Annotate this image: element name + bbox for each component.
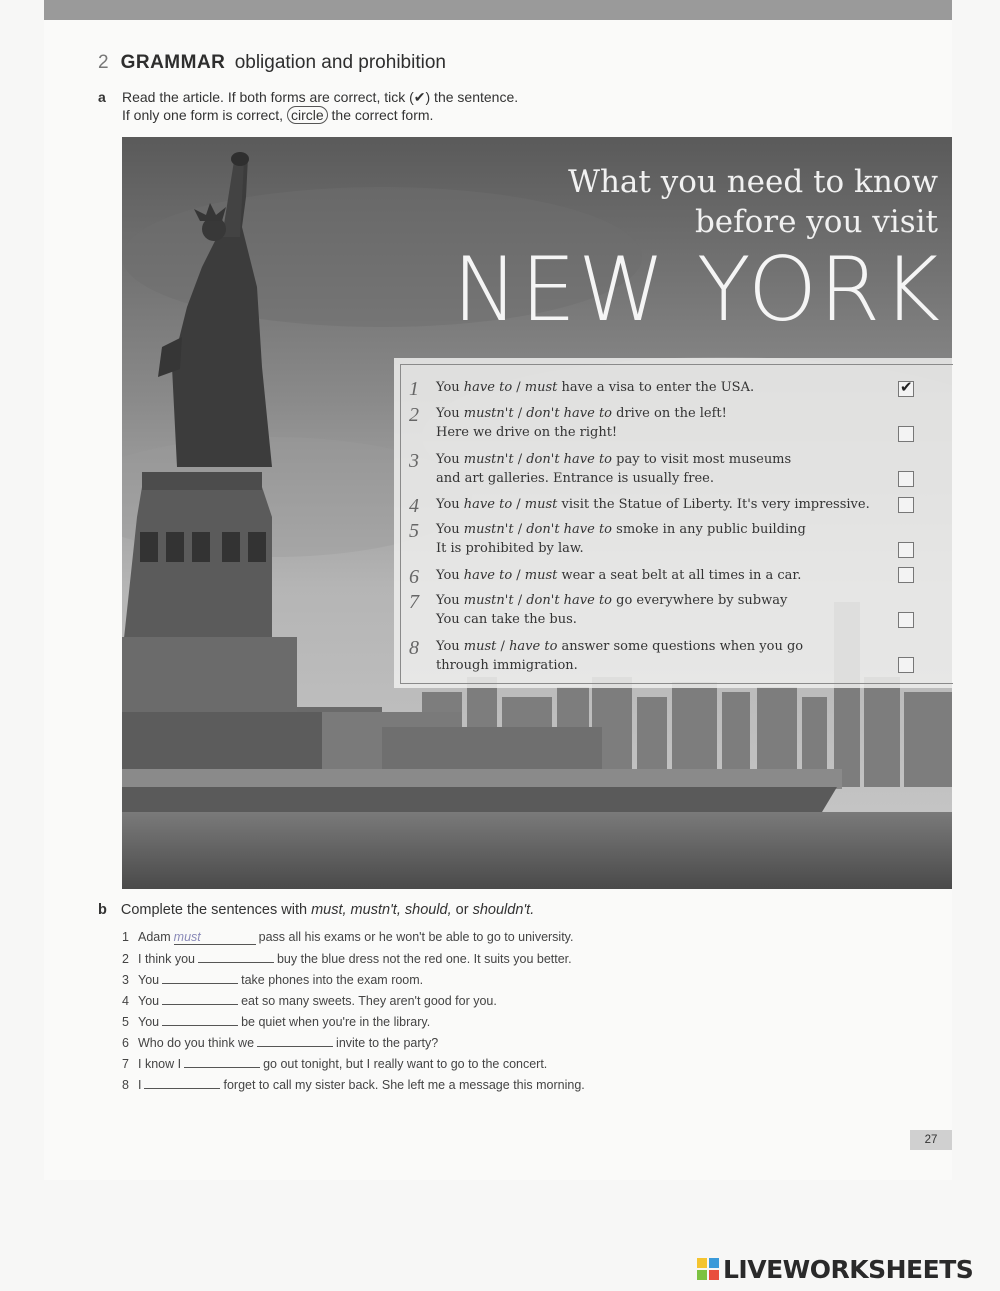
article-big-title: NEW YORK (452, 238, 942, 341)
sentence-after: be quiet when you're in the library. (241, 1015, 431, 1029)
sentence-before: I know I (138, 1057, 182, 1071)
logo-square (709, 1258, 719, 1268)
tick-checkbox[interactable] (898, 612, 914, 628)
sentence-number: 6 (122, 1036, 129, 1050)
check-mark-icon: ✔ (900, 378, 913, 396)
section-subtitle: obligation and prohibition (234, 52, 446, 73)
quiz-item-text (436, 591, 886, 629)
quiz-item-line1: You have to / must have a visa to enter the USA. (436, 380, 755, 395)
quiz-item-line1: You have to / must wear a seat belt at all times in a car. (436, 568, 802, 583)
article-headline (568, 162, 938, 242)
quiz-item-line2: through immigration. (436, 658, 578, 673)
exercise-a-line2 (122, 106, 518, 124)
headline-line2: before you visit (694, 204, 938, 240)
answer-blank[interactable] (162, 993, 238, 1005)
quiz-item-line2: It is prohibited by law. (436, 541, 584, 556)
section-number: 2 (98, 52, 109, 73)
sentence-number: 2 (122, 952, 129, 966)
headline-line1: What you need to know (568, 164, 938, 200)
sentence-after: go out tonight, but I really want to go to the concert. (263, 1057, 548, 1071)
sentence-row (122, 951, 572, 966)
exercise-b-text: Complete the sentences with must, mustn't, should, or shouldn't. (120, 902, 535, 918)
sentence-row (122, 1035, 438, 1050)
answer-blank[interactable] (144, 1077, 220, 1089)
section-keyword: GRAMMAR (120, 52, 226, 73)
tick-checkbox[interactable] (898, 426, 914, 442)
sentence-row (122, 1056, 547, 1071)
quiz-item-line1: You mustn't / don't have to drive on the left! (436, 406, 727, 421)
quiz-item-number: 6 (409, 566, 419, 588)
line2-post: the correct form. (331, 107, 434, 123)
quiz-item-text (436, 378, 886, 397)
quiz-item-text (436, 566, 886, 585)
quiz-item-line2: Here we drive on the right! (436, 425, 618, 440)
quiz-item-number: 2 (409, 404, 419, 426)
page-number: 27 (910, 1130, 952, 1150)
answer-blank[interactable] (198, 951, 274, 963)
sentence-number: 7 (122, 1057, 129, 1071)
quiz-item-text (436, 520, 886, 558)
quiz-item-number: 8 (409, 637, 419, 659)
sentence-row (122, 1014, 430, 1029)
quiz-item-number: 5 (409, 520, 419, 542)
answer-blank[interactable]: must (174, 930, 256, 945)
tick-checkbox[interactable] (898, 378, 914, 397)
sentence-after: eat so many sweets. They aren't good for you. (241, 994, 497, 1008)
line2-pre: If only one form is correct, (122, 107, 284, 123)
top-bar (44, 0, 952, 20)
answer-blank[interactable] (162, 972, 238, 984)
logo-square (709, 1270, 719, 1280)
sentence-row (122, 930, 573, 945)
tick-checkbox[interactable] (898, 567, 914, 583)
sentence-after: forget to call my sister back. She left me a message this morning. (223, 1078, 585, 1092)
tick-checkbox[interactable] (898, 542, 914, 558)
exercise-a-line1: Read the article. If both forms are correct, tick (✔) the sentence. (122, 89, 519, 105)
section-title (98, 52, 446, 74)
logo-square (697, 1270, 707, 1280)
quiz-item-line1: You have to / must visit the Statue of Liberty. It's very impressive. (436, 497, 870, 512)
sentence-row (122, 1077, 585, 1092)
quiz-item-number: 1 (409, 378, 419, 400)
quiz-item-line1: You mustn't / don't have to go everywhere by subway (436, 593, 788, 608)
brand-name: LIVEWORKSHEETS (723, 1254, 974, 1284)
sentence-after: pass all his exams or he won't be able to go to university. (258, 930, 574, 944)
quiz-item-number: 3 (409, 450, 419, 472)
exercise-a-instructions (98, 88, 518, 124)
quiz-item-text (436, 637, 886, 675)
quiz-item-text (436, 450, 886, 488)
answer-blank[interactable] (184, 1056, 260, 1068)
quiz-item-number: 7 (409, 591, 419, 613)
sentence-number: 4 (122, 994, 129, 1008)
quiz-item-text (436, 495, 886, 514)
exercise-b-letter: b (98, 902, 107, 918)
sentence-before: Adam (138, 930, 171, 944)
sentence-after: buy the blue dress not the red one. It suits you better. (276, 952, 572, 966)
sentence-before: You (138, 994, 160, 1008)
sentence-before: You (138, 1015, 160, 1029)
logo-square (697, 1258, 707, 1268)
quiz-item-text (436, 404, 886, 442)
quiz-item-number: 4 (409, 495, 419, 517)
circled-word: circle (287, 106, 328, 124)
sentence-number: 5 (122, 1015, 129, 1029)
quiz-item-line1: You mustn't / don't have to pay to visit most museums (436, 452, 792, 467)
answer-blank[interactable] (257, 1035, 333, 1047)
sentence-number: 8 (122, 1078, 129, 1092)
sentence-before: You (138, 973, 160, 987)
sentence-row (122, 993, 497, 1008)
liveworksheets-logo (697, 1254, 973, 1284)
tick-checkbox[interactable] (898, 657, 914, 673)
tick-checkbox[interactable] (898, 497, 914, 513)
quiz-item-line1: You mustn't / don't have to smoke in any public building (436, 522, 806, 537)
quiz-item-line1: You must / have to answer some questions when you go (436, 639, 804, 654)
exercise-b-instructions (98, 902, 534, 918)
sentence-after: take phones into the exam room. (241, 973, 424, 987)
quiz-item-line2: You can take the bus. (436, 612, 577, 627)
sentence-before: I think you (138, 952, 195, 966)
sentence-number: 3 (122, 973, 129, 987)
sentence-before: Who do you think we (138, 1036, 255, 1050)
sentence-after: invite to the party? (336, 1036, 439, 1050)
exercise-a-letter: a (98, 89, 106, 105)
sentence-number: 1 (122, 930, 129, 944)
sentence-before: I (138, 1078, 142, 1092)
quiz-item-line2: and art galleries. Entrance is usually free. (436, 471, 714, 486)
liveworksheets-icon (697, 1258, 719, 1280)
answer-blank[interactable] (162, 1014, 238, 1026)
sentence-row (122, 972, 423, 987)
tick-checkbox[interactable] (898, 471, 914, 487)
